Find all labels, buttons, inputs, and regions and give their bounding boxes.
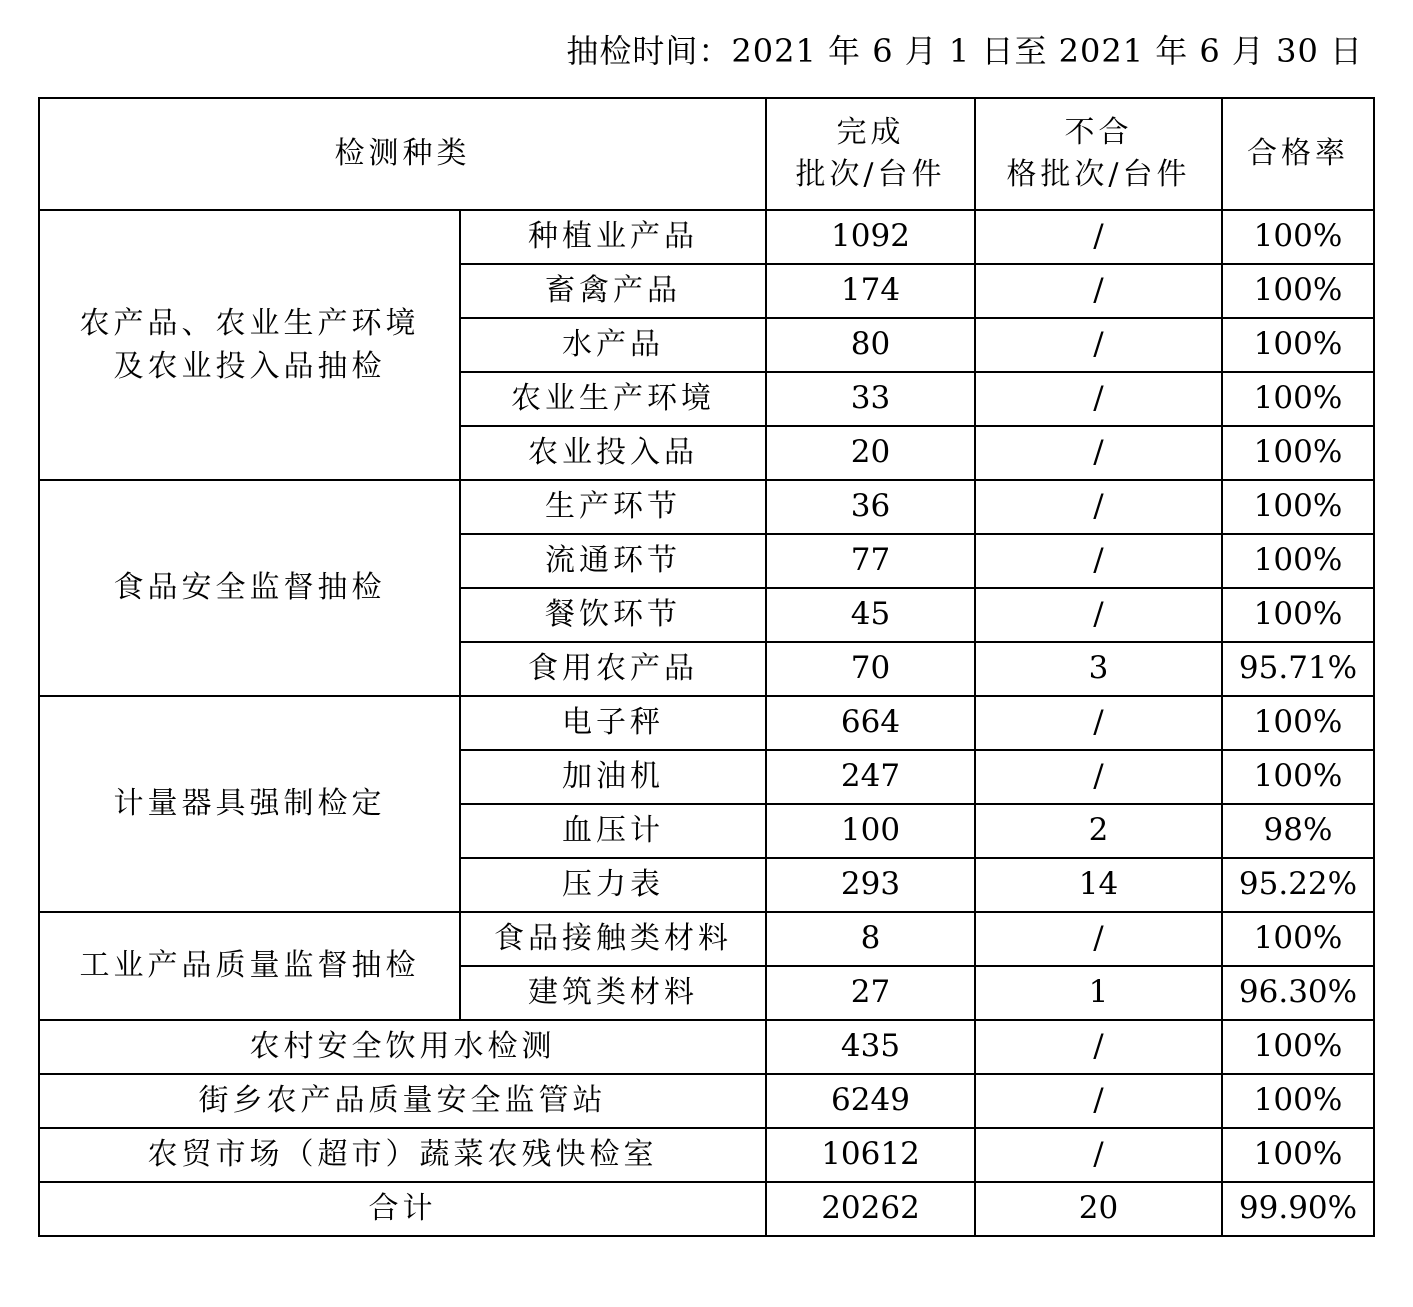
item-name: 餐饮环节 [460,588,766,642]
table-row [39,1020,1374,1074]
failed-count: / [975,372,1222,426]
failed-count: / [975,318,1222,372]
pass-rate: 100% [1222,1074,1374,1128]
completed-count: 174 [766,264,975,318]
pass-rate: 100% [1222,480,1374,534]
pass-rate: 100% [1222,264,1374,318]
completed-count: 33 [766,372,975,426]
completed-count: 27 [766,966,975,1020]
pass-rate: 100% [1222,1020,1374,1074]
failed-count: / [975,1128,1222,1182]
completed-count: 10612 [766,1128,975,1182]
header-failed: 不合 格批次/台件 [975,98,1222,210]
table-row [39,480,1374,534]
failed-count: / [975,1074,1222,1128]
inspection-table [38,97,1375,1237]
failed-count: 3 [975,642,1222,696]
header-completed: 完成 批次/台件 [766,98,975,210]
item-name: 街乡农产品质量安全监管站 [39,1074,766,1128]
failed-count: / [975,912,1222,966]
pass-rate: 100% [1222,750,1374,804]
pass-rate: 100% [1222,426,1374,480]
item-name: 加油机 [460,750,766,804]
completed-count: 70 [766,642,975,696]
pass-rate: 95.71% [1222,642,1374,696]
completed-count: 100 [766,804,975,858]
failed-count: / [975,534,1222,588]
completed-count: 1092 [766,210,975,264]
pass-rate: 100% [1222,588,1374,642]
completed-count: 6249 [766,1074,975,1128]
failed-count: / [975,588,1222,642]
pass-rate: 98% [1222,804,1374,858]
completed-count: 20 [766,426,975,480]
completed-count: 45 [766,588,975,642]
inspection-period: 抽检时间：2021 年 6 月 1 日至 2021 年 6 月 30 日 [566,32,1363,70]
table-row [39,696,1374,750]
pass-rate: 100% [1222,912,1374,966]
group-food: 食品安全监督抽检 [39,480,460,696]
total-rate: 99.90% [1222,1182,1374,1236]
item-name: 电子秤 [460,696,766,750]
completed-count: 36 [766,480,975,534]
item-name: 农业生产环境 [460,372,766,426]
header-category: 检测种类 [39,98,766,210]
pass-rate: 95.22% [1222,858,1374,912]
item-name: 水产品 [460,318,766,372]
pass-rate: 100% [1222,372,1374,426]
header-rate: 合格率 [1222,98,1374,210]
completed-count: 664 [766,696,975,750]
group-meter: 计量器具强制检定 [39,696,460,912]
pass-rate: 100% [1222,210,1374,264]
completed-count: 77 [766,534,975,588]
failed-count: 2 [975,804,1222,858]
item-name: 种植业产品 [460,210,766,264]
failed-count: / [975,696,1222,750]
failed-count: 14 [975,858,1222,912]
completed-count: 80 [766,318,975,372]
item-name: 食用农产品 [460,642,766,696]
item-name: 农贸市场（超市）蔬菜农残快检室 [39,1128,766,1182]
header-row [39,98,1374,210]
item-name: 农村安全饮用水检测 [39,1020,766,1074]
table-row [39,1074,1374,1128]
total-row [39,1182,1374,1236]
failed-count: / [975,264,1222,318]
item-name: 畜禽产品 [460,264,766,318]
failed-count: / [975,426,1222,480]
item-name: 血压计 [460,804,766,858]
pass-rate: 100% [1222,696,1374,750]
total-label: 合计 [39,1182,766,1236]
pass-rate: 96.30% [1222,966,1374,1020]
failed-count: 1 [975,966,1222,1020]
completed-count: 247 [766,750,975,804]
completed-count: 435 [766,1020,975,1074]
completed-count: 293 [766,858,975,912]
completed-count: 8 [766,912,975,966]
item-name: 压力表 [460,858,766,912]
item-name: 流通环节 [460,534,766,588]
item-name: 建筑类材料 [460,966,766,1020]
pass-rate: 100% [1222,318,1374,372]
item-name: 农业投入品 [460,426,766,480]
pass-rate: 100% [1222,534,1374,588]
failed-count: / [975,210,1222,264]
table-row [39,210,1374,264]
failed-count: / [975,1020,1222,1074]
total-completed: 20262 [766,1182,975,1236]
group-agri: 农产品、农业生产环境 及农业投入品抽检 [39,210,460,480]
failed-count: / [975,480,1222,534]
group-industrial: 工业产品质量监督抽检 [39,912,460,1020]
item-name: 食品接触类材料 [460,912,766,966]
failed-count: / [975,750,1222,804]
table-row [39,1128,1374,1182]
item-name: 生产环节 [460,480,766,534]
pass-rate: 100% [1222,1128,1374,1182]
total-failed: 20 [975,1182,1222,1236]
table-row [39,912,1374,966]
